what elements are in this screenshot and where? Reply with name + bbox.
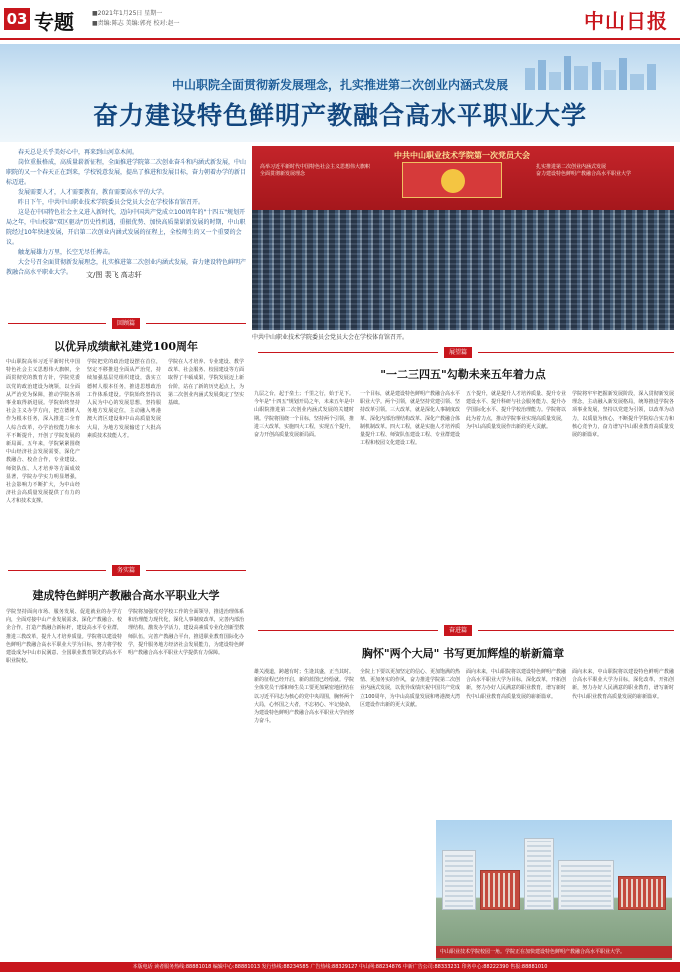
article-column: 面向未来，中山职院将以建设特色鲜明产教融合高水平职业大学为目标，深化改革，开拓创新，努力办好人民满意的职业教育，谱写新时代中山职业教育高质量发展的崭新篇章。 xyxy=(466,669,566,700)
page-header xyxy=(0,0,680,40)
section-tag: 展望篇 xyxy=(444,347,472,358)
article-column: 学院将牢牢把握新发展阶段，深入贯彻新发展理念，主动融入新发展格局，统筹推进学院各项事业发展，坚持以党建为引领，以改革为动力，以质量为核心，不断提升学院综合实力和核心竞争力，奋力谱写中山职业教育高质量发展的新篇章。 xyxy=(572,391,674,439)
stage-slogan-line: 全面贯彻新发展理念 xyxy=(260,171,306,177)
building xyxy=(618,876,666,910)
stage-slogan-line: 奋力建设特色鲜明产教融合高水平职业大学 xyxy=(536,171,632,177)
article-column: 中山职院高举习近平新时代中国特色社会主义思想伟大旗帜，全面贯彻党的教育方针，学院党委以党的政治建设为统领，以全面从严治党为保障，推动学院各项事业取得新进展。学院始终坚持社会主义办学方向，把立德树人作为根本任务，深入推进三全育人综合改革，办学治校能力和水平不断提升，开创了学院发展的新局面。五年来，学院紧紧围绕中山经济社会发展需要，深化产教融合、校企合作，专业建设、师资队伍、人才培养等方面成效显著，学院办学实力明显增强，社会影响力不断扩大，为中山经济社会高质量发展提供了有力的人才和技术支撑。 xyxy=(6,359,80,505)
stage-slogan-line: 扎实推进第二次创业内涵式发展 xyxy=(536,164,607,170)
lead-paragraphs xyxy=(6,148,246,278)
article-column: 学院把党的政治建设摆在首位，坚定不移推进全面从严治党，持续加强基层党组织建设，落实立德树人根本任务，推进思想政治工作体系建设。学院始终坚持以人民为中心的发展思想，坚持服务地方发展定位，主动融入粤港澳大湾区建设和中山高质量发展大局，为地方发展输送了大批高素质技术技能人才。 xyxy=(87,359,161,439)
page-footer: 本版电话 读者服务热线:88881018 编辑中心:88881013 发行热线:88234585 广告热线:88329127 中山网:88234876 中新广告公司:88333231 印务中心:88222390 售报:88881010 xyxy=(0,962,680,972)
header-editors: ■责编:陈志 美编:郭亮 校对:赵一 xyxy=(92,20,180,27)
section-rule xyxy=(478,352,674,353)
section-rule xyxy=(8,323,106,324)
article-column: 学院坚持面向市场、服务发展、促进就业的办学方向，全面对接中山产业发展需求，深化产教融合、校企合作，打造产教融合新标杆，建设高水平专业群，推进三教改革，提升人才培养质量。学院将以建设特色鲜明产教融合高水平职业大学为目标，努力将学校建设成为中山市民满意、全国职业教育领先的高水平职业院校。 xyxy=(6,609,122,665)
stage-slogan-line: 高举习近平新时代中国特色社会主义思想伟大旗帜 xyxy=(260,164,371,170)
building xyxy=(524,838,554,910)
lead-paragraph: 昨日下午，中共中山职业技术学院委员会党员大会在学校体育馆召开。 xyxy=(18,199,205,206)
section-title: "一二三四五"勾勒未来五年着力点 xyxy=(380,368,546,381)
audience-seating xyxy=(252,210,674,330)
section-rule xyxy=(258,352,438,353)
section-tag: 回顾篇 xyxy=(112,318,140,329)
banner-subtitle: 中山职院全面贯彻新发展理念，扎实推进第二次创业内涵式发展 xyxy=(171,78,508,92)
lead-paragraph: 春天总是关乎美好心中，再来到山河草木间。 xyxy=(18,149,139,156)
article-column: 雄关漫道，跨越有时；生逢其盛，正当其时。新的征程已经开启，新的蓝图已经绘就。学院全体党员干部和师生员工要更加紧密地团结在以习近平同志为核心的党中央周围，胸怀两个大局，心怀国之大者，不忘初心、牢记使命，为建设特色鲜明产教融合高水平职业大学而努力奋斗。 xyxy=(254,669,354,725)
lead-paragraph: 这是在中国特色社会主义进入新时代，迈向中国共产党成立100周年的"十四五"规划开局之年，中山校第"双区驱动"历史性机遇，重振优势、加快高质量崭新发展的时期，中山职院经过10年快速发展，开启第二次创业内涵式发展的征程上，全校师生的又一个重要的会议。 xyxy=(6,209,246,246)
article-column: 面向未来，中山职院将以建设特色鲜明产教融合高水平职业大学为目标，深化改革，开拓创新，努力办好人民满意的职业教育，谱写新时代中山职业教育高质量发展的崭新篇章。 xyxy=(572,669,674,700)
headline-banner xyxy=(0,44,680,142)
stage-left-slogan xyxy=(260,164,390,194)
building xyxy=(442,850,476,910)
stage xyxy=(252,146,674,210)
section-rule xyxy=(478,630,674,631)
section-tag: 务实篇 xyxy=(112,565,140,576)
section-rule xyxy=(8,570,106,571)
page-number: 03 xyxy=(4,8,30,30)
header-date: ■2021年1月25日 星期一 xyxy=(92,10,163,17)
header-meta xyxy=(92,9,180,29)
conference-photo-caption: 中共中山职业技术学院委员会党员大会在学校体育馆召开。 xyxy=(252,334,409,341)
section-name: 专题 xyxy=(34,10,74,34)
stage-banner: 中共中山职业技术学院第一次党员大会 xyxy=(394,151,530,160)
article-column: 学院在人才培养、专业建设、教学改革、社会服务、校园建设等方面取得了丰硕成果，学院发展迈上新台阶，站在了新的历史起点上，为第二次创业内涵式发展奠定了坚实基础。 xyxy=(168,359,244,407)
building xyxy=(480,870,520,910)
section-title: 以优异成绩献礼建党100周年 xyxy=(54,340,198,353)
section-rule xyxy=(146,570,246,571)
banner-title: 奋力建设特色鲜明产教融合高水平职业大学 xyxy=(92,101,587,130)
lead-paragraph: 触龙展雄力万里，长空无尽任搏击。 xyxy=(18,249,115,256)
section-rule xyxy=(146,323,246,324)
article-column: 九层之台，起于垒土；千里之行，始于足下。今年是"十四五"规划开局之年，未来五年是中山职院推进第二次创业内涵式发展的关键时期。学院将围绕一个目标，坚持两个引领，推进三大改革，实施四大工程，实现五个提升，奋力开创高质量发展新局面。 xyxy=(254,391,354,439)
section-title: 建成特色鲜明产教融合高水平职业大学 xyxy=(32,589,220,602)
article-column: 一个目标，就是建设特色鲜明产教融合高水平职业大学。两个引领，就是坚持党建引领、坚持改革引领。三大改革，就是深化人事制度改革、深化内部治理结构改革、深化产教融合体制机制改革。四大工程，就是实施人才培养质量提升工程、师资队伍建设工程、专业群建设工程和校园文化建设工程。 xyxy=(360,391,460,447)
campus-photo-caption: 中山职业技术学院校园一角。学院正在加快建设特色鲜明产教融合高水平职业大学。 xyxy=(436,946,672,958)
byline: 文/图 裴飞 高志轩 xyxy=(86,271,142,279)
campus-photo xyxy=(436,820,672,960)
masthead-logo: 中山日报 xyxy=(584,9,668,33)
article-column: 学院将加强党对学校工作的全面领导，推进治理体系和治理能力现代化，深化人事制度改革，完善内部治理结构，激发办学活力，建设高素质专业化创新型教师队伍，完善产教融合平台，推进职业教育国际化办学，提升服务地方经济社会发展能力，为建设特色鲜明产教融合高水平职业大学提供有力保障。 xyxy=(128,609,244,657)
party-emblem-icon xyxy=(441,169,465,193)
conference-photo xyxy=(252,146,674,330)
section-title: 胸怀"两个大局" 书写更加辉煌的崭新篇章 xyxy=(361,647,565,660)
article-column: 五个提升，就是提升人才培养质量、提升专业建设水平、提升科研与社会服务能力、提升办学国际化水平、提升学校治理能力。学院将以此为着力点，推动学院事业实现高质量发展，为中山高质量发展作出新的更大贡献。 xyxy=(466,391,566,430)
stage-right-slogan xyxy=(536,164,666,194)
section-tag: 奋进篇 xyxy=(444,625,472,636)
section-rule xyxy=(258,630,438,631)
lead-paragraph: 发展需要人才，人才需要教育，教育需要高水平的大学。 xyxy=(18,189,169,196)
stage-screen xyxy=(402,162,502,198)
building xyxy=(558,860,614,910)
lead-paragraph: 岗位重报格成，高质量崭新征程，全面推进学院第二次创业奋斗和内涵式新发展，中山职院的又一个春天正在到来，学校锐意发展，提出了推进和发展目标，奋力朝着办学的新目标迈进。 xyxy=(6,159,247,186)
lead-paragraph: 大会号召全面贯彻新发展理念，扎实推进第二次创业内涵式发展，奋力建设特色鲜明产教融合高水平职业大学。 xyxy=(6,259,247,276)
article-column: 全院上下要以更加坚定的信心、更加饱满的热情、更加务实的作风，奋力推进学院第二次创业内涵式发展，以优异成绩庆祝中国共产党成立100周年，为中山高质量发展和粤港澳大湾区建设作出新的更大贡献。 xyxy=(360,669,460,708)
